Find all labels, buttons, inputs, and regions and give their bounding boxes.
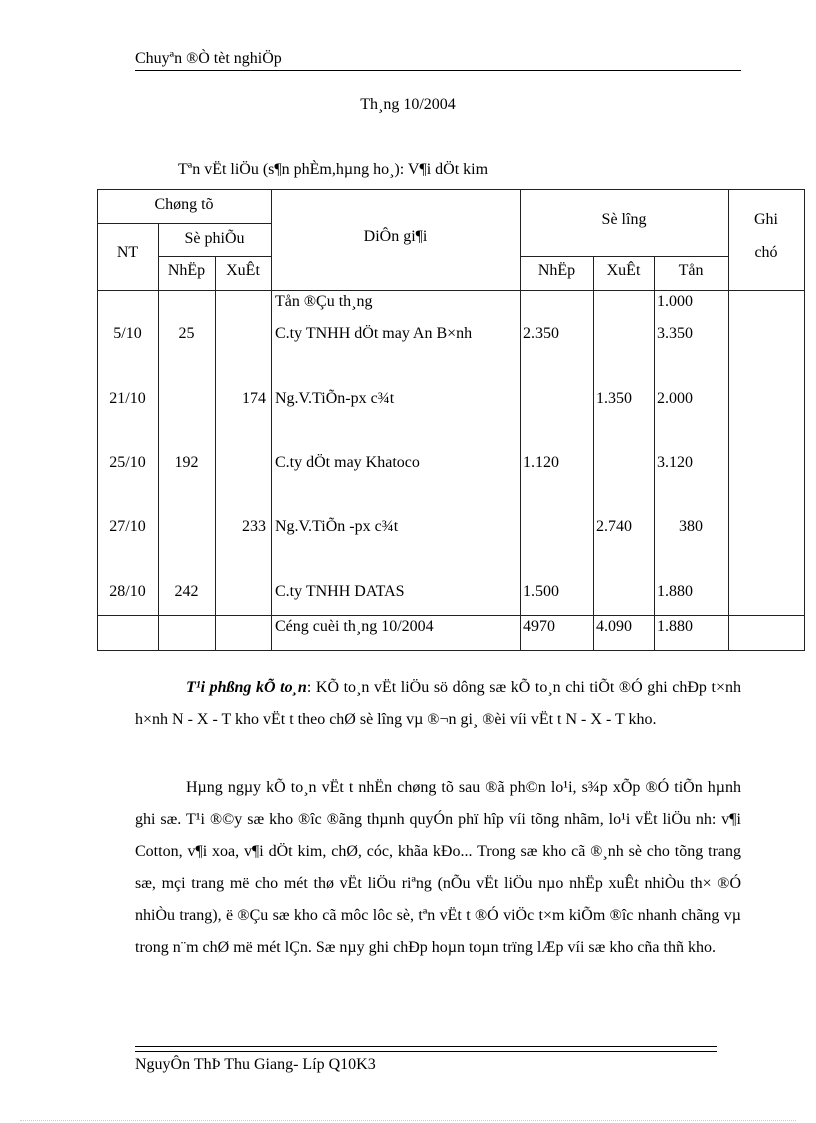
row-2-sl-xuat: 1.350 xyxy=(596,390,632,407)
row-1-ton: 3.350 xyxy=(657,325,693,342)
row-5-nt: 28/10 xyxy=(109,583,146,600)
row-4-dien-giai: Ng.V.TiÕn -px c¾t xyxy=(275,518,399,535)
paragraph-lead: T¹i phßng kÕ to¸n xyxy=(186,679,307,696)
row-2-ton: 2.000 xyxy=(657,390,693,407)
header-xuat: XuÊt xyxy=(226,262,260,279)
row-4-nt: 27/10 xyxy=(109,518,146,535)
row-1-sl-nhap: 2.350 xyxy=(523,325,559,342)
total-ton: 1.880 xyxy=(657,618,693,635)
header-nt: NT xyxy=(116,244,139,261)
total-dien-giai: Céng cuèi th¸ng 10/2004 xyxy=(275,618,434,635)
header-so-phieu: Sè phiÕu xyxy=(184,230,245,247)
row-3-sl-nhap: 1.120 xyxy=(523,454,559,471)
header-sl-nhap: NhËp xyxy=(537,262,576,279)
row-3-dien-giai: C.ty dÖt may Khatoco xyxy=(275,454,420,471)
paragraph-1-text: : KÕ to¸n vËt liÖu sö dông sæ kÕ to¸n chi tiÕt ®Ó ghi chÐp t×nh h×nh N - X - T kho vËt t theo chØ sè lîng vµ ®¬n gi¸ ®èi víi vËt t N - X - T kho. xyxy=(135,679,741,728)
row-4-sl-xuat: 2.740 xyxy=(596,518,632,535)
row-5-sl-nhap: 1.500 xyxy=(523,583,559,600)
row-5-ton: 1.880 xyxy=(657,583,693,600)
paragraph-daily-process: Hµng ngµy kÕ to¸n vËt t nhËn chøng tõ sau ®ã ph©n lo¹i, s¾p xÕp ®Ó tiÕn hµnh ghi sæ. T¹i ®©y sæ kho ®îc ®ãng thµnh quyÓn phï hîp víi tõng nhãm, lo¹i vËt liÖu nh: v¶i Cotton, v¶i xoa, v¶i dÖt kim, chØ, cóc, khãa kÐo... Trong sæ kho cã ®¸nh sè cho tõng trang sæ, mçi trang më cho mét thø vËt liÖu riªng (nÕu vËt liÖu nµo nhËp xuÊt nhiÒu th× ®Ó nhiÒu trang), ë ®Çu sæ kho cã môc lôc sè, tªn vËt t ®Ó viÖc t×m kiÕm ®îc nhanh chãng vµ trong n¨m chØ më mét lÇn. Sæ nµy ghi chÐp hoµn toµn trïng lÆp víi sæ kho cña thñ kho. xyxy=(135,779,741,956)
month-title: Th¸ng 10/2004 xyxy=(360,96,456,113)
row-2-dien-giai: Ng.V.TiÕn-px c¾t xyxy=(275,390,395,407)
page-bottom-edge xyxy=(20,1120,796,1121)
total-sl-nhap: 4970 xyxy=(523,618,555,635)
header-nhap: NhËp xyxy=(167,262,206,279)
page-header: Chuyªn ®Ò tèt nghiÖp xyxy=(135,50,741,71)
row-2-nt: 21/10 xyxy=(109,390,146,407)
paragraph-accounting-room xyxy=(135,672,741,736)
footer-author: NguyÔn ThÞ Thu Giang- Líp Q10K3 xyxy=(135,1056,376,1073)
row-5-nhap: 242 xyxy=(174,583,199,600)
row-0-dien-giai: Tån ®Çu th¸ng xyxy=(275,293,373,310)
row-4-ton: 380 xyxy=(679,518,703,535)
header-ghi-chu-line2: chó xyxy=(754,244,778,261)
total-sl-xuat: 4.090 xyxy=(596,618,632,635)
header-sl-xuat: XuÊt xyxy=(606,262,641,279)
header-dien-giai: DiÔn gi¶i xyxy=(363,228,428,245)
row-1-nhap: 25 xyxy=(178,325,195,342)
row-5-dien-giai: C.ty TNHH DATAS xyxy=(275,583,405,600)
material-name-line: Tªn vËt liÖu (s¶n phÈm,hµng ho¸): V¶i dÖt kim xyxy=(178,161,489,178)
row-4-xuat: 233 xyxy=(242,518,266,535)
row-2-xuat: 174 xyxy=(242,390,266,407)
row-1-dien-giai: C.ty TNHH dÖt may An B×nh xyxy=(275,325,473,342)
header-ghi-chu-line1: Ghi xyxy=(754,211,778,228)
footer-rule xyxy=(135,1046,717,1052)
inventory-card-table xyxy=(97,189,805,651)
row-3-ton: 3.120 xyxy=(657,454,693,471)
header-ton: Tån xyxy=(678,262,704,279)
row-1-nt: 5/10 xyxy=(113,325,142,342)
header-chung-tu: Chøng tõ xyxy=(154,196,214,213)
row-0-ton: 1.000 xyxy=(657,293,693,310)
row-3-nt: 25/10 xyxy=(109,454,146,471)
header-so-luong: Sè lîng xyxy=(601,211,647,228)
row-3-nhap: 192 xyxy=(174,454,199,471)
